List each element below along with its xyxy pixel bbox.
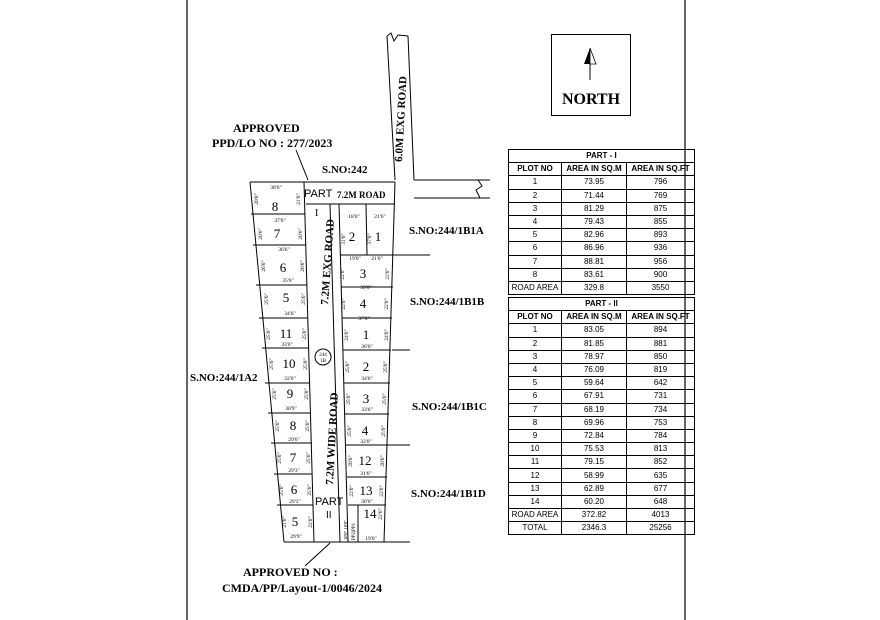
dimension-label: 32'0" (360, 439, 372, 445)
table-row (509, 429, 695, 442)
table-cell: ROAD AREA (509, 281, 562, 294)
dimension-label: 25'0" (304, 388, 310, 400)
dimension-label: 31'6" (341, 233, 347, 245)
part1-label: PART (304, 188, 333, 200)
table-cell: 86.96 (562, 242, 627, 255)
dimension-label: 25'0" (305, 420, 311, 432)
table-cell: 796 (627, 176, 695, 189)
dimension-label: 25'0" (303, 358, 309, 370)
column-header: AREA IN SQ.M (562, 163, 627, 176)
table-row (509, 255, 695, 268)
table-cell: 6 (509, 242, 562, 255)
dimension-label: 22'0" (379, 485, 385, 497)
dimension-label: 25'0" (275, 420, 281, 432)
north-label: NORTH (561, 91, 621, 108)
table-row (509, 189, 695, 202)
table-cell: 79.15 (562, 456, 627, 469)
table-cell: 5 (509, 377, 562, 390)
dimension-label: 22'6" (378, 508, 384, 520)
table-cell: 82.96 (562, 229, 627, 242)
road-label-6m: 6.0M EXG ROAD (393, 75, 410, 163)
dimension-label: 25'6" (301, 293, 307, 305)
table-cell: 62.89 (562, 482, 627, 495)
plot-number: 6 (290, 482, 298, 497)
table-row (509, 509, 695, 522)
dimension-label: 25'0" (345, 361, 351, 373)
table-cell: 2346.3 (562, 522, 627, 535)
table-row (509, 416, 695, 429)
table-cell: 894 (627, 324, 695, 337)
survey-marker-top: 244 (319, 353, 327, 358)
table-row (509, 495, 695, 508)
table-row (509, 363, 695, 376)
dimension-label: 34'6" (284, 311, 296, 317)
table-cell: 850 (627, 350, 695, 363)
dimension-label: 20'0" (348, 455, 354, 467)
dimension-label: 25'0" (383, 361, 389, 373)
dimension-label: 29'9" (290, 534, 302, 540)
dimension-label: 29'3" (289, 499, 301, 505)
survey-r2: S.NO:244/1B1B (410, 296, 485, 308)
table-cell: 88.81 (562, 255, 627, 268)
dimension-label: 25'0" (279, 484, 285, 496)
table-row (509, 456, 695, 469)
table-cell: 69.96 (562, 416, 627, 429)
dimension-label: 25'0" (269, 358, 275, 370)
table-row (509, 377, 695, 390)
dimension-label: 29'6" (288, 437, 300, 443)
dimension-label: 25'0" (346, 393, 352, 405)
survey-r4: S.NO:244/1B1D (411, 488, 486, 500)
dimension-label: 25'0" (306, 452, 312, 464)
table-cell: 852 (627, 456, 695, 469)
dimension-label: 37'0" (367, 233, 373, 245)
dimension-label: 21'0" (282, 516, 288, 528)
table-cell: 4 (509, 363, 562, 376)
survey-left: S.NO:244/1A2 (190, 372, 258, 384)
table-cell: 81.85 (562, 337, 627, 350)
table-row (509, 281, 695, 294)
table-row (509, 390, 695, 403)
dimension-label: 21'0" (296, 193, 302, 205)
table-cell: TOTAL (509, 522, 562, 535)
table-cell: 813 (627, 443, 695, 456)
table-cell: 78.97 (562, 350, 627, 363)
approved-top-line1: APPROVED (233, 121, 300, 135)
table-cell: 73.95 (562, 176, 627, 189)
table-cell: 58.99 (562, 469, 627, 482)
table-cell: 648 (627, 495, 695, 508)
survey-top: S.NO:242 (322, 164, 368, 176)
approved-bottom-line2: CMDA/PP/Layout-1/0046/2024 (222, 581, 382, 595)
dimension-label: 20'0" (298, 228, 304, 240)
table-row (509, 443, 695, 456)
table-row (509, 522, 695, 535)
dimension-label: 25'0" (272, 388, 278, 400)
dimension-label: 37'0" (274, 218, 286, 224)
table-cell: 4013 (627, 509, 695, 522)
part2-label: PART (315, 496, 344, 508)
survey-marker-bottom: 1B (320, 359, 326, 364)
table-row (509, 482, 695, 495)
dimension-label: 25'0" (381, 425, 387, 437)
table-title: PART - I (509, 150, 695, 163)
plot-number: 8 (289, 418, 297, 433)
plot-number: 4 (359, 296, 367, 311)
plot-number: 13 (359, 483, 373, 498)
table-cell: 67.91 (562, 390, 627, 403)
dimension-label: 25'6" (266, 328, 272, 340)
dimension-label: 20'0" (380, 455, 386, 467)
plot-number: 4 (361, 423, 369, 438)
column-header: AREA IN SQ.FT (627, 163, 695, 176)
dimension-label: 26'0" (300, 260, 306, 272)
table-cell: 7 (509, 403, 562, 416)
road-label-top: 7.2M ROAD (337, 190, 386, 200)
survey-r1: S.NO:244/1B1A (409, 225, 484, 237)
table-row (509, 202, 695, 215)
dimension-label: 33'6" (361, 407, 373, 413)
table-cell: ROAD AREA (509, 509, 562, 522)
dimension-label: 25'6" (264, 293, 270, 305)
dimension-label: 20'0" (254, 193, 260, 205)
table-title: PART - II (509, 298, 695, 311)
plot-number: 5 (282, 290, 290, 305)
table-cell: 7 (509, 255, 562, 268)
approved-top-line2: PPD/LO NO : 277/2023 (212, 136, 333, 150)
plot-number: 7 (289, 450, 297, 465)
table-cell: 1 (509, 324, 562, 337)
dimension-label: 21'6" (374, 214, 386, 220)
column-header: PLOT NO (509, 311, 562, 324)
dimension-label: 18'0" (348, 214, 360, 220)
table-cell: 60.20 (562, 495, 627, 508)
dimension-label: 22'0" (349, 485, 355, 497)
dimension-label: 35'6" (282, 278, 294, 284)
table-cell: 677 (627, 482, 695, 495)
table-cell: 893 (627, 229, 695, 242)
north-indicator (551, 34, 631, 116)
dimension-label: 37'0" (358, 316, 370, 322)
table-row (509, 215, 695, 228)
column-header: PLOT NO (509, 163, 562, 176)
plot-number: 3 (362, 391, 370, 406)
plot-number: 2 (362, 359, 370, 374)
plot-number: 9 (286, 386, 294, 401)
table-cell: 329.8 (562, 281, 627, 294)
part2-roman: II (326, 510, 332, 521)
table-cell: 14 (509, 495, 562, 508)
dimension-label: 19'0" (349, 256, 361, 262)
dimension-label: 24'6" (344, 329, 350, 341)
dimension-label: 25'0" (307, 484, 313, 496)
table-cell: 4 (509, 215, 562, 228)
table-cell: 769 (627, 189, 695, 202)
table-row (509, 229, 695, 242)
dimension-label: 29'3" (288, 468, 300, 474)
table-cell: 25256 (627, 522, 695, 535)
table-cell: 3 (509, 350, 562, 363)
table-cell: 10 (509, 443, 562, 456)
dimension-label: 20'0" (258, 228, 264, 240)
table-cell: 734 (627, 403, 695, 416)
table-cell: 75.53 (562, 443, 627, 456)
dimension-label: 25'0" (382, 393, 388, 405)
dimension-label: 22'0" (340, 268, 346, 280)
dimension-label: 36'0" (361, 344, 373, 350)
pp-dim-note: 10'0" 10'0" (343, 520, 348, 540)
table-row (509, 268, 695, 281)
dimension-label: 25'0" (302, 328, 308, 340)
table-cell: 68.19 (562, 403, 627, 416)
dimension-label: 22'0" (308, 516, 314, 528)
plot-number: 5 (291, 514, 299, 529)
table-cell: 12 (509, 469, 562, 482)
table-cell: 936 (627, 242, 695, 255)
table-cell: 13 (509, 482, 562, 495)
table-cell: 83.05 (562, 324, 627, 337)
dimension-label: 38'6" (270, 185, 282, 191)
plot-number: 6 (279, 260, 287, 275)
table-cell: 855 (627, 215, 695, 228)
table-cell: 3550 (627, 281, 695, 294)
table-cell: 875 (627, 202, 695, 215)
table-cell: 3 (509, 202, 562, 215)
table-cell: 2 (509, 189, 562, 202)
table-cell: 1 (509, 176, 562, 189)
plot-number: 12 (358, 453, 372, 468)
table-cell: 72.84 (562, 429, 627, 442)
area-table-part2 (508, 297, 695, 535)
dimension-label: 26'0" (261, 260, 267, 272)
dimension-label: 32'0" (284, 376, 296, 382)
table-cell: 8 (509, 268, 562, 281)
plot-number: 3 (359, 266, 367, 281)
table-cell: 5 (509, 229, 562, 242)
table-row (509, 403, 695, 416)
plot-number: 1 (362, 327, 370, 342)
dimension-label: 31'6" (360, 471, 372, 477)
table-cell: 81.29 (562, 202, 627, 215)
column-header: AREA IN SQ.FT (627, 311, 695, 324)
table-cell: 59.64 (562, 377, 627, 390)
dimension-label: 34'6" (361, 376, 373, 382)
table-cell: 731 (627, 390, 695, 403)
table-cell: 900 (627, 268, 695, 281)
table-cell: 372.82 (562, 509, 627, 522)
plot-number: 1 (374, 229, 382, 244)
dimension-label: 30'0" (361, 499, 373, 505)
plot-number: 11 (279, 326, 293, 341)
table-cell: 2 (509, 337, 562, 350)
plot-number: 7 (273, 226, 281, 241)
dimension-label: 22'6" (341, 298, 347, 310)
dimension-label: 22'6" (384, 298, 390, 310)
table-cell: 11 (509, 456, 562, 469)
table-cell: 71.44 (562, 189, 627, 202)
table-cell: 819 (627, 363, 695, 376)
table-cell: 956 (627, 255, 695, 268)
table-row (509, 337, 695, 350)
table-header-row (509, 311, 695, 324)
table-cell: 83.61 (562, 268, 627, 281)
column-header: AREA IN SQ.M (562, 311, 627, 324)
dimension-label: 25'0" (277, 452, 283, 464)
table-cell: 8 (509, 416, 562, 429)
table-row (509, 176, 695, 189)
dimension-label: 30'9" (285, 406, 297, 412)
table-cell: 9 (509, 429, 562, 442)
dimension-label: 21'6" (371, 256, 383, 262)
table-cell: 881 (627, 337, 695, 350)
dimension-label: 19'0" (365, 536, 377, 542)
road-label-wide-72: 7.2M WIDE ROAD (324, 392, 341, 486)
table-cell: 635 (627, 469, 695, 482)
plot-number: 10 (282, 356, 296, 371)
area-table-part1 (508, 149, 695, 295)
road-label-exg-72: 7.2M EXG ROAD (319, 218, 337, 306)
dimension-label: 25'0" (347, 425, 353, 437)
dimension-label: 36'6" (278, 247, 290, 253)
table-cell: 76.09 (562, 363, 627, 376)
table-row (509, 350, 695, 363)
plot-number: 2 (348, 229, 356, 244)
dimension-label: 22'0" (385, 268, 391, 280)
dimension-label: 24'6" (384, 329, 390, 341)
table-row (509, 324, 695, 337)
table-header-row (509, 163, 695, 176)
pp-note: PP2|PP1 (352, 522, 357, 540)
table-row (509, 469, 695, 482)
dimension-label: 33'0" (281, 342, 293, 348)
table-row (509, 242, 695, 255)
table-cell: 753 (627, 416, 695, 429)
dimension-label: 39'0" (360, 285, 372, 291)
table-cell: 6 (509, 390, 562, 403)
plot-number: 8 (271, 199, 279, 214)
table-cell: 642 (627, 377, 695, 390)
plot-number: 14 (363, 506, 377, 521)
table-cell: 784 (627, 429, 695, 442)
table-cell: 79.43 (562, 215, 627, 228)
part1-roman: I (315, 208, 319, 219)
approved-bottom-line1: APPROVED NO : (243, 565, 338, 579)
survey-r3: S.NO:244/1B1C (412, 401, 487, 413)
